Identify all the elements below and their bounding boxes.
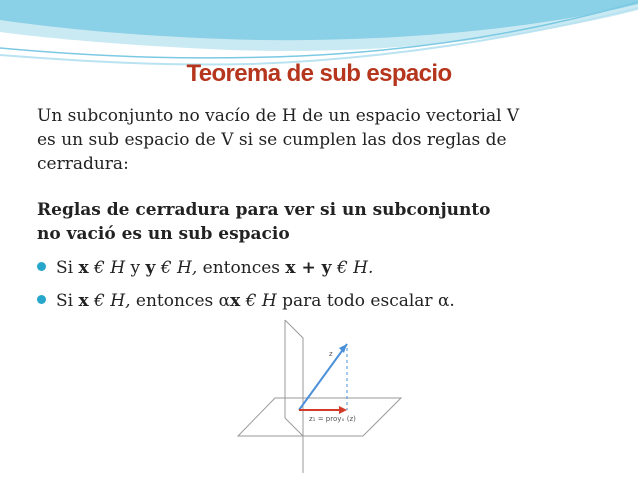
paragraph-line: es un sub espacio de V si se cumplen las dos reglas de [37,130,507,150]
vertical-plane-edge [285,320,303,473]
paragraph-line: cerradura: [37,154,129,174]
label-z: z [329,350,333,358]
vector-z-arrow [299,344,347,410]
projection-arrowhead [339,406,347,414]
slide-title: Teorema de sub espacio [186,60,452,87]
rules-heading [37,198,617,246]
projection-figure [233,318,403,478]
bullet-dot-icon [37,262,46,271]
rules-heading-line: Reglas de cerradura para ver si un subconjunto [37,200,491,220]
definition-paragraph [37,104,607,176]
rules-heading-line: no vació es un sub espacio [37,224,290,244]
bullet-closure-scalar: Si x € H, entonces αx € H para todo escalar α. [37,291,455,311]
bullet-closure-addition: Si x € H y y € H, entonces x + y € H. [37,258,373,278]
paragraph-line: Un subconjunto no vacío de H de un espacio vectorial V [37,106,520,126]
label-projection: z₁ = proyₓ (z) [309,415,356,423]
bullet-dot-icon [37,295,46,304]
